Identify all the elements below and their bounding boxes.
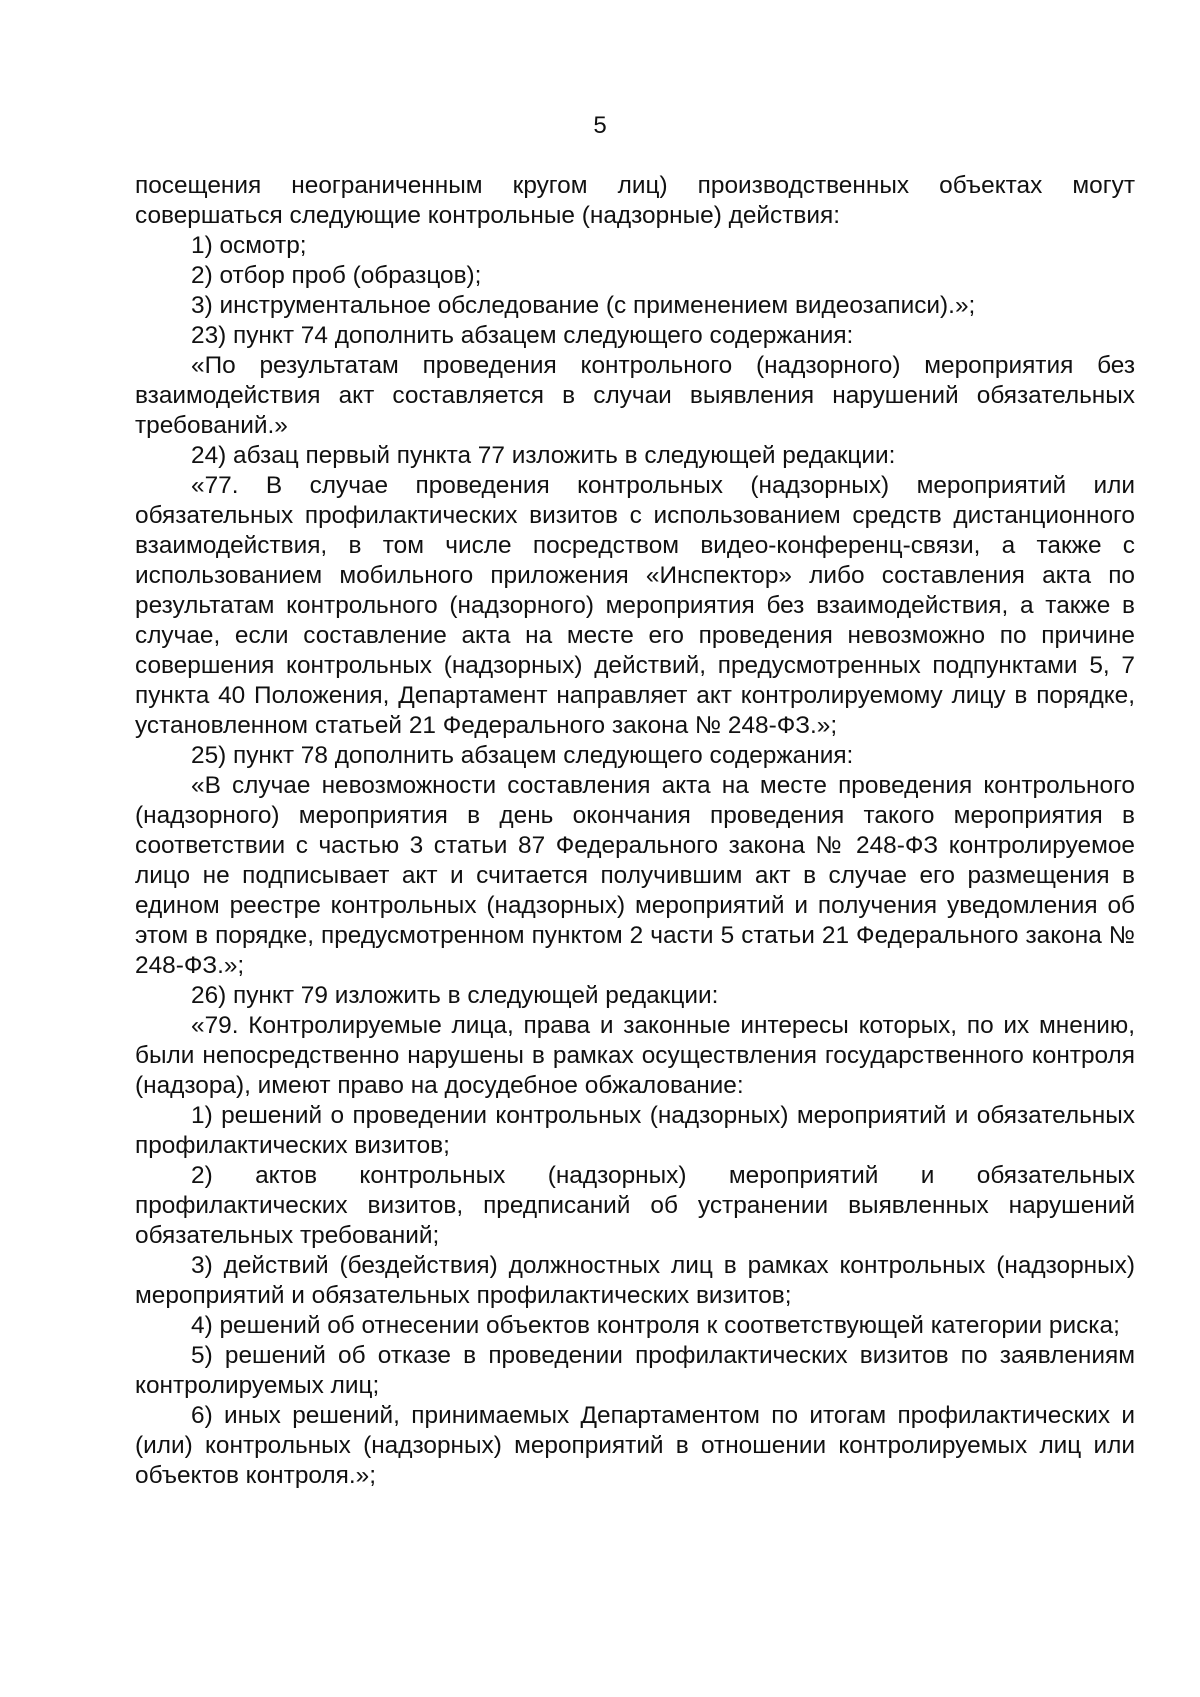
list-item: 3) инструментальное обследование (с применением видеозаписи).»; <box>191 292 976 319</box>
page-number: 5 <box>593 112 607 139</box>
amendment-item: 26) пункт 79 изложить в следующей редакции: <box>191 982 719 1009</box>
list-item: 4) решений об отнесении объектов контроля к соответствующей категории риска; <box>191 1312 1120 1339</box>
list-item: 2) отбор проб (образцов); <box>191 262 482 289</box>
list-item: 5) решений об отказе в проведении профилактических визитов по заявлениям контролируемых лиц; <box>135 1342 1135 1399</box>
amendment-item: 23) пункт 74 дополнить абзацем следующего содержания: <box>191 322 854 349</box>
list-item: 3) действий (бездействия) должностных лиц в рамках контрольных (надзорных) мероприятий и обязательных профилактических визитов; <box>135 1252 1135 1309</box>
list-item: 6) иных решений, принимаемых Департаментом по итогам профилактических и (или) контрольных (надзорных) мероприятий в отношении контролируемых лиц или объектов контроля.»; <box>135 1402 1135 1489</box>
paragraph: посещения неограниченным кругом лиц) производственных объектах могут совершаться следующие контрольные (надзорные) действия: <box>135 172 1135 229</box>
quoted-paragraph: «77. В случае проведения контрольных (надзорных) мероприятий или обязательных профилактических визитов с использованием средств дистанционного взаимодействия, в том числе посредством видео-конференц-связи, а также с использованием мобильного приложения «Инспектор» либо составления акта по результатам контрольного (надзорного) мероприятия без взаимодействия, а также в случае, если составление акта на месте его проведения невозможно по причине совершения контрольных (надзорных) действий, предусмотренных подпунктами 5, 7 пункта 40 Положения, Департамент направляет акт контролируемому лицу в порядке, установленном статьей 21 Федерального закона № 248-ФЗ.»; <box>135 472 1135 739</box>
quoted-paragraph: «По результатам проведения контрольного (надзорного) мероприятия без взаимодействия акт составляется в случаи выявления нарушений обязательных требований.» <box>135 352 1135 439</box>
list-item: 1) осмотр; <box>191 232 307 259</box>
list-item: 2) актов контрольных (надзорных) мероприятий и обязательных профилактических визитов, предписаний об устранении выявленных нарушений обязательных требований; <box>135 1162 1135 1249</box>
amendment-item: 25) пункт 78 дополнить абзацем следующего содержания: <box>191 742 854 769</box>
amendment-item: 24) абзац первый пункта 77 изложить в следующей редакции: <box>191 442 896 469</box>
list-item: 1) решений о проведении контрольных (надзорных) мероприятий и обязательных профилактических визитов; <box>135 1102 1135 1159</box>
quoted-paragraph: «79. Контролируемые лица, права и законные интересы которых, по их мнению, были непосредственно нарушены в рамках осуществления государственного контроля (надзора), имеют право на досудебное обжалование: <box>135 1012 1135 1099</box>
document-body <box>135 171 1135 1491</box>
quoted-paragraph: «В случае невозможности составления акта на месте проведения контрольного (надзорного) мероприятия в день окончания проведения такого мероприятия в соответствии с частью 3 статьи 87 Федерального закона № 248-ФЗ контролируемое лицо не подписывает акт и считается получившим акт в случае его размещения в едином реестре контрольных (надзорных) мероприятий и получения уведомления об этом в порядке, предусмотренном пунктом 2 части 5 статьи 21 Федерального закона № 248-ФЗ.»; <box>135 772 1135 979</box>
